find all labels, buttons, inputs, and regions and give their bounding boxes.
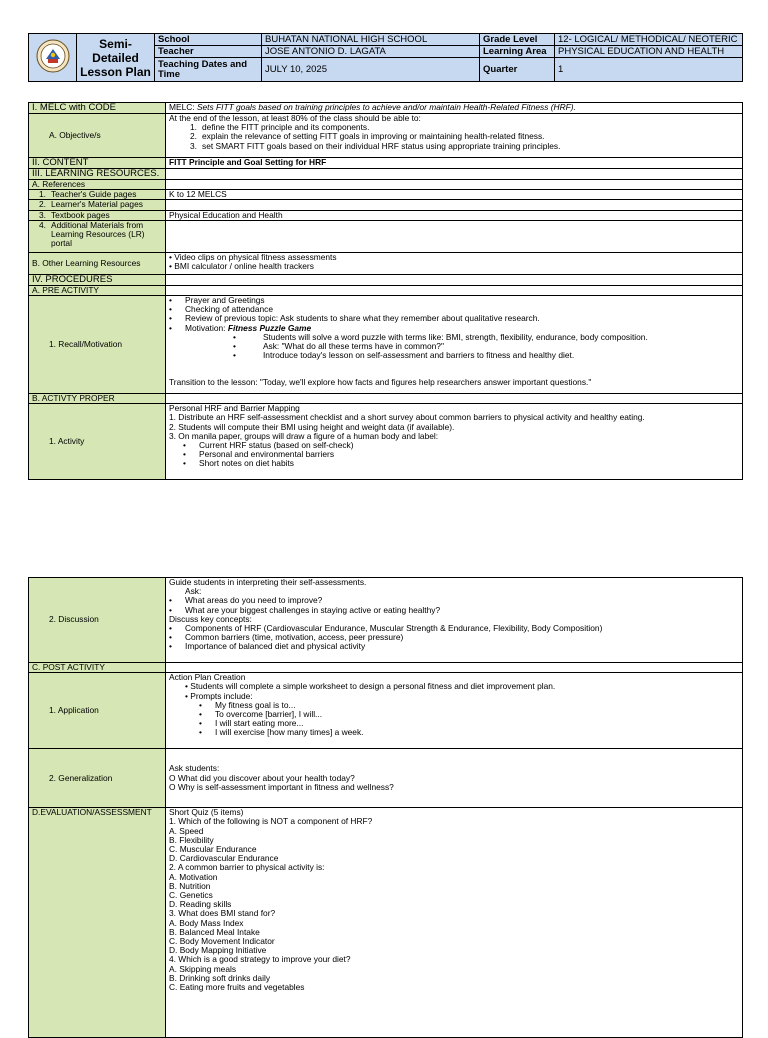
teacher-label: Teacher <box>155 46 262 58</box>
dates-label-line1: Teaching Dates and <box>158 58 248 70</box>
quarter-label: Quarter <box>480 58 555 82</box>
activity-bullet: • Personal and environmental barriers <box>183 449 335 460</box>
activity-bullet: • Short notes on diet habits <box>183 458 294 469</box>
application-prompt: • I will exercise [how many times] a week. <box>199 727 364 738</box>
teachers-guide-label: 1. Teacher's Guide pages <box>29 190 166 200</box>
discussion-content: Guide students in interpreting their self-assessments. Ask: • What areas do you need to improve? • What are your biggest challenges in staying active or eating healthy? Discuss key concepts: • Components of HRF (Cardiovascular Endurance, Muscular Strength & Endurance, Flexibility, Body Composition) • Common barriers (time, motivation, access, peer pressure) • Importance of balanced diet and physical activity <box>166 578 743 663</box>
learners-material-label: 2. Learner's Material pages <box>29 200 166 210</box>
application-content: Action Plan Creation • Students will complete a simple worksheet to design a personal fitness and diet improvement plan. • Prompts include: • My fitness goal is to... • To overcome [barrier], I will... • I will start eating more... • I will exercise [how many times] a week. <box>166 673 743 749</box>
concept-bullet: • Importance of balanced diet and physical activity <box>169 641 366 652</box>
procedures-empty <box>166 274 743 285</box>
quiz-line: D. Reading skills <box>169 899 232 910</box>
pre-activity-label: A. PRE ACTIVITY <box>29 285 166 295</box>
recall-motivation-label: 1. Recall/Motivation <box>29 296 166 394</box>
motivation-sub: • Students will solve a word puzzle with terms like: BMI, strength, flexibility, endurance, body composition. <box>233 331 648 342</box>
school-logo <box>29 34 77 82</box>
quiz-line: 2. A common barrier to physical activity is: <box>169 862 325 873</box>
quarter-value: 1 <box>555 58 743 82</box>
quiz-line: D. Cardiovascular Endurance <box>169 853 279 864</box>
lesson-plan-header <box>28 33 742 82</box>
doc-title-line1: Semi-Detailed <box>92 36 139 65</box>
quiz-line: A. Skipping meals <box>169 963 237 974</box>
references-empty <box>166 180 743 190</box>
dates-label-line2: Time <box>158 68 181 80</box>
objectives-label: A. Objective/s <box>29 114 166 158</box>
application-prompt: • My fitness goal is to... <box>199 699 296 710</box>
learners-material-value <box>166 200 743 210</box>
textbook-value: Physical Education and Health <box>166 210 743 220</box>
area-label: Learning Area <box>480 46 555 58</box>
melc-value <box>166 103 743 114</box>
grade-value: 12- LOGICAL/ METHODICAL/ NEOTERIC <box>555 34 743 46</box>
recall-bullet: • Prayer and Greetings <box>169 295 265 306</box>
resources-label: III. LEARNING RESOURCES. <box>29 169 166 180</box>
application-prompt: • To overcome [barrier], I will... <box>199 709 323 720</box>
application-label: 1. Application <box>29 673 166 749</box>
application-title: Action Plan Creation <box>169 672 246 683</box>
quiz-line: 3. What does BMI stand for? <box>169 908 276 919</box>
grade-label: Grade Level <box>480 34 555 46</box>
motivation-sub: • Introduce today's lesson on self-assessment and barriers to fitness and healthy diet. <box>233 350 575 361</box>
procedures-label: IV. PROCEDURES <box>29 274 166 285</box>
quiz-line: C. Body Movement Indicator <box>169 936 275 947</box>
area-value: PHYSICAL EDUCATION AND HEALTH <box>555 46 743 58</box>
doc-title-line2: Lesson Plan <box>80 64 151 79</box>
content-value: FITT Principle and Goal Setting for HRF <box>166 158 743 169</box>
quiz-line: C. Genetics <box>169 890 213 901</box>
evaluation-label: D.EVALUATION/ASSESSMENT <box>29 808 166 1038</box>
textbook-label: 3. Textbook pages <box>29 210 166 220</box>
lesson-plan-body-page2 <box>28 577 742 1038</box>
objectives-content <box>166 114 743 158</box>
melc-prefix: MELC: <box>169 102 197 112</box>
discussion-label: 2. Discussion <box>29 578 166 663</box>
dates-label <box>155 58 262 82</box>
motivation-title: Fitness Puzzle Game <box>227 322 312 333</box>
ask-bullet: • What are your biggest challenges in staying active or eating healthy? <box>169 604 441 615</box>
quiz-line: B. Balanced Meal Intake <box>169 926 260 937</box>
teachers-guide-value: K to 12 MELCS <box>166 190 743 200</box>
additional-materials-value <box>166 220 743 252</box>
quiz-line: A. Speed <box>169 825 204 836</box>
motivation-line: • Motivation: Fitness Puzzle Game <box>169 322 312 333</box>
transition-text: Transition to the lesson: "Today, we'll explore how facts and figures help researchers answer important questions." <box>169 377 592 388</box>
other-resources-label: B. Other Learning Resources <box>29 252 166 274</box>
quiz-content <box>166 808 743 1038</box>
activity-content: Personal HRF and Barrier Mapping 1. Distribute an HRF self-assessment checklist and a short survey about common barriers to physical activity and healthy eating. 2. Students will compute their BMI using height and weight data (if available). 3. On manila paper, groups will draw a figure of a human body and label: • Current HRF status (based on self-check) • Personal and environmental barriers • Short notes on diet habits <box>166 404 743 480</box>
school-value: BUHATAN NATIONAL HIGH SCHOOL <box>262 34 480 46</box>
quiz-line: B. Nutrition <box>169 880 211 891</box>
activity-proper-label: B. ACTIVTY PROPER <box>29 394 166 404</box>
post-activity-empty <box>166 663 743 673</box>
ask-bullet: • What areas do you need to improve? <box>169 595 323 606</box>
additional-materials-label: 4. Additional Materials from Learning Resources (LR) portal <box>29 220 166 252</box>
activity-label: 1. Activity <box>29 404 166 480</box>
application-prompt: • I will start eating more... <box>199 718 304 729</box>
activity-title: Personal HRF and Barrier Mapping <box>169 403 300 414</box>
melc-text: Sets FITT goals based on training principles to achieve and/or maintain Health-Related Fitness (HRF). <box>196 102 576 112</box>
recall-bullet: • Review of previous topic: Ask students to share what they remember about qualitative research. <box>169 313 540 324</box>
generalization-label: 2. Generalization <box>29 749 166 808</box>
objectives-intro: At the end of the lesson, at least 80% of the class should be able to: <box>169 113 421 123</box>
doc-title <box>77 34 155 82</box>
school-label: School <box>155 34 262 46</box>
quiz-line: A. Body Mass Index <box>169 917 244 928</box>
deped-seal-icon <box>36 39 70 73</box>
pre-activity-empty <box>166 285 743 295</box>
post-activity-label: C. POST ACTIVITY <box>29 663 166 673</box>
concept-bullet: • Components of HRF (Cardiovascular Endurance, Muscular Strength & Endurance, Flexibility, Body Composition) <box>169 623 603 634</box>
quiz-line: 1. Which of the following is NOT a component of HRF? <box>169 816 373 827</box>
quiz-line: B. Drinking soft drinks daily <box>169 972 271 983</box>
quiz-line: Short Quiz (5 items) <box>169 807 244 818</box>
objective-item: 1. define the FITT principle and its components. <box>190 122 370 133</box>
quiz-line: C. Eating more fruits and vegetables <box>169 982 305 993</box>
quiz-line: A. Motivation <box>169 871 218 882</box>
quiz-line: B. Flexibility <box>169 834 214 845</box>
activity-proper-empty <box>166 394 743 404</box>
other-resources-value: • Video clips on physical fitness assessments • BMI calculator / online health trackers <box>166 252 743 274</box>
quiz-line: C. Muscular Endurance <box>169 844 257 855</box>
references-label: A. References <box>29 180 166 190</box>
objective-item: 3. set SMART FITT goals based on their individual HRF status using appropriate training principles. <box>190 140 561 151</box>
resources-empty <box>166 169 743 180</box>
lesson-plan-body-page1 <box>28 102 742 480</box>
motivation-sub: • Ask: "What do all these terms have in common?" <box>233 341 444 352</box>
concept-bullet: • Common barriers (time, motivation, access, peer pressure) <box>169 632 404 643</box>
activity-bullet: • Current HRF status (based on self-check) <box>183 440 354 451</box>
generalization-content: Ask students: O What did you discover about your health today? O Why is self-assessment important in fitness and wellness? <box>166 749 743 808</box>
objective-item: 2. explain the relevance of setting FITT goals in improving or maintaining health-related fitness. <box>190 131 545 142</box>
recall-bullet: • Checking of attendance <box>169 304 273 315</box>
quiz-line: D. Body Mapping Initiative <box>169 945 267 956</box>
dates-value: JULY 10, 2025 <box>262 58 480 82</box>
quiz-line: 4. Which is a good strategy to improve your diet? <box>169 954 351 965</box>
melc-label: I. MELC with CODE <box>29 103 166 114</box>
content-label: II. CONTENT <box>29 158 166 169</box>
teacher-value: JOSE ANTONIO D. LAGATA <box>262 46 480 58</box>
recall-motivation-content <box>166 296 743 394</box>
